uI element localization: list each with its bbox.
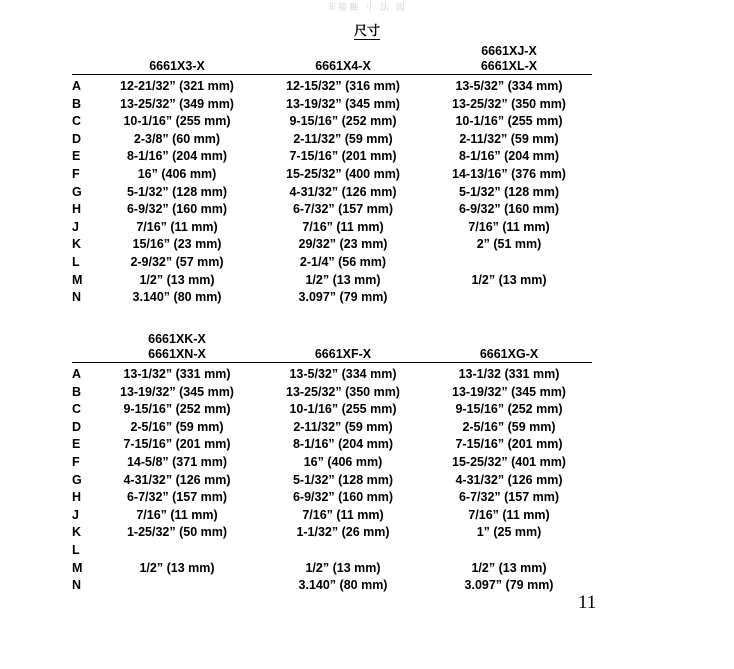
column-header-3-line-1 (426, 332, 592, 347)
row-label: G (72, 184, 82, 199)
row-value: 1/2” (13 mm) (305, 560, 381, 575)
row-label: D (72, 131, 82, 146)
row-value: 9-15/16” (252 mm) (123, 402, 231, 417)
row-label: K (72, 237, 82, 252)
row-value: 2-11/32” (59 mm) (293, 419, 393, 434)
row-value: 16” (406 mm) (137, 166, 217, 181)
row-value: 2” (51 mm) (476, 237, 542, 252)
table-row (72, 524, 592, 542)
row-value: 6-9/32” (160 mm) (292, 490, 394, 505)
row-value: 13-5/32” (334 mm) (289, 367, 397, 381)
row-label: A (72, 367, 82, 381)
row-value: 7/16” (11 mm) (136, 507, 218, 522)
row-value: 10-1/16” (255 mm) (123, 114, 231, 129)
table-row (72, 96, 592, 114)
row-value: 7/16” (11 mm) (468, 507, 550, 522)
row-value: 2-5/16” (59 mm) (462, 419, 556, 434)
row-label: N (72, 290, 82, 305)
row-label: L (72, 254, 80, 269)
row-value: 3.097” (79 mm) (298, 290, 388, 305)
row-label: N (72, 578, 82, 593)
table-header-row-bottom (72, 347, 592, 362)
table-row (72, 366, 592, 384)
dimension-table-2 (72, 332, 592, 595)
row-value: 5-1/32” (128 mm) (458, 184, 560, 199)
row-value: 5-1/32” (128 mm) (292, 472, 394, 487)
row-value: 13-19/32” (345 mm) (286, 96, 400, 111)
row-value: 13-19/32” (345 mm) (452, 384, 566, 399)
table-row (72, 507, 592, 525)
row-value: 2-9/32” (57 mm) (130, 254, 224, 269)
row-value: 3.097” (79 mm) (464, 578, 554, 593)
table-row (72, 272, 592, 290)
table-row (72, 78, 592, 96)
row-value: 13-25/32” (350 mm) (286, 384, 400, 399)
row-value (94, 542, 260, 560)
row-label: D (72, 419, 82, 434)
row-value: 2-11/32” (59 mm) (459, 131, 559, 146)
table-header-row-bottom (72, 59, 592, 74)
table-row (72, 131, 592, 149)
row-value: 15-25/32” (400 mm) (286, 166, 400, 181)
table-row (72, 454, 592, 472)
column-header-1-line-2: 6661X3-X (149, 59, 205, 73)
table-row (72, 236, 592, 254)
row-value: 7/16” (11 mm) (468, 219, 550, 234)
table-row (72, 384, 592, 402)
row-value (260, 542, 426, 560)
row-value: 12-21/32” (321 mm) (120, 79, 234, 93)
row-label: E (72, 437, 81, 452)
table-row (72, 489, 592, 507)
row-value: 8-1/16” (204 mm) (126, 149, 228, 164)
row-value: 5-1/32” (128 mm) (126, 184, 228, 199)
row-value: 10-1/16” (255 mm) (289, 402, 397, 417)
row-label: K (72, 525, 82, 540)
row-value: 1-25/32” (50 mm) (126, 525, 228, 540)
column-header-1-line-1: 6661XK-X (148, 332, 206, 346)
row-label: J (72, 219, 79, 234)
table-row (72, 219, 592, 237)
row-value: 3.140” (80 mm) (298, 578, 388, 593)
page-number: 11 (578, 592, 597, 613)
row-value: 7/16” (11 mm) (136, 219, 218, 234)
header-corner-cell (72, 44, 94, 59)
row-value: 3.140” (80 mm) (132, 290, 222, 305)
row-value: 1/2” (13 mm) (471, 560, 547, 575)
row-value: 4-31/32” (126 mm) (289, 184, 397, 199)
row-label: A (72, 79, 82, 93)
table-row (72, 560, 592, 578)
row-value: 2-11/32” (59 mm) (293, 131, 393, 146)
row-value: 4-31/32” (126 mm) (455, 472, 563, 487)
column-header-1-line-1 (94, 44, 260, 59)
row-label: F (72, 454, 80, 469)
header-corner-cell-2 (72, 59, 94, 74)
row-value: 13-5/32” (334 mm) (455, 79, 563, 93)
row-value: 6-7/32” (157 mm) (292, 202, 394, 217)
table-row (72, 184, 592, 202)
row-value: 7/16” (11 mm) (302, 219, 384, 234)
row-label: M (72, 560, 83, 575)
dimension-table-1 (72, 44, 592, 307)
row-label: C (72, 402, 82, 417)
header-corner-cell (72, 332, 94, 347)
row-value: 13-1/32 (331 mm) (458, 367, 560, 381)
row-value: 13-25/32” (350 mm) (452, 96, 566, 111)
row-label: H (72, 490, 82, 505)
table-row (72, 113, 592, 131)
row-value: 6-9/32” (160 mm) (458, 202, 560, 217)
row-label: F (72, 166, 80, 181)
row-value: 8-1/16” (204 mm) (292, 437, 394, 452)
row-value: 15/16” (23 mm) (132, 237, 222, 252)
row-value: 13-25/32” (349 mm) (120, 96, 234, 111)
row-label: L (72, 542, 80, 557)
row-value: 1/2” (13 mm) (305, 272, 381, 287)
table-row (72, 577, 592, 595)
page-title-text: 尺寸 (353, 23, 380, 38)
table-row (72, 472, 592, 490)
row-value: 15-25/32” (401 mm) (452, 454, 566, 469)
row-value: 9-15/16” (252 mm) (455, 402, 563, 417)
row-value: 2-1/4” (56 mm) (299, 254, 387, 269)
column-header-1-line-2: 6661XN-X (148, 347, 206, 361)
row-value: 1/2” (13 mm) (471, 272, 547, 287)
row-value: 6-7/32” (157 mm) (458, 490, 560, 505)
header-corner-cell-2 (72, 347, 94, 362)
table-header-row-top (72, 44, 592, 59)
row-label: C (72, 114, 82, 129)
table-row (72, 542, 592, 560)
row-value: 1/2” (13 mm) (139, 560, 215, 575)
column-header-2-line-1 (260, 332, 426, 347)
row-value: 4-31/32” (126 mm) (123, 472, 231, 487)
row-value: 2-5/16” (59 mm) (130, 419, 224, 434)
row-value: 12-15/32” (316 mm) (286, 79, 400, 93)
column-header-3-line-2: 6661XG-X (479, 347, 539, 361)
table-row (72, 201, 592, 219)
table-row (72, 436, 592, 454)
row-value: 14-13/16” (376 mm) (452, 166, 566, 181)
column-header-3-line-2: 6661XL-X (480, 59, 538, 73)
row-value: 13-1/32” (331 mm) (123, 367, 231, 381)
column-header-3-line-1: 6661XJ-X (481, 44, 537, 58)
row-value: 9-15/16” (252 mm) (289, 114, 397, 129)
row-value: 7/16” (11 mm) (302, 507, 384, 522)
row-value: 14-5/8” (371 mm) (126, 454, 228, 469)
row-value: 29/32” (23 mm) (298, 237, 388, 252)
row-value (426, 289, 592, 307)
row-label: M (72, 272, 83, 287)
table-row (72, 166, 592, 184)
table-row (72, 419, 592, 437)
row-label: B (72, 384, 82, 399)
row-value: 6-7/32” (157 mm) (126, 490, 228, 505)
row-value: 8-1/16” (204 mm) (458, 149, 560, 164)
row-value: 1” (25 mm) (476, 525, 542, 540)
header-rule (72, 362, 592, 363)
page-title (0, 20, 734, 39)
table-row (72, 401, 592, 419)
row-value: 7-15/16” (201 mm) (289, 149, 397, 164)
row-label: J (72, 507, 79, 522)
row-value: 16” (406 mm) (303, 454, 383, 469)
table-row (72, 148, 592, 166)
row-value: 1-1/32” (26 mm) (296, 525, 390, 540)
row-value (426, 254, 592, 272)
row-value (94, 577, 260, 595)
table-header-row-top (72, 332, 592, 347)
row-label: B (72, 96, 82, 111)
row-value: 10-1/16” (255 mm) (455, 114, 563, 129)
column-header-2-line-2: 6661XF-X (314, 347, 372, 361)
row-value: 7-15/16” (201 mm) (123, 437, 231, 452)
faint-page-header: 非接触 寸 法 図 (327, 2, 407, 12)
row-value: 7-15/16” (201 mm) (455, 437, 563, 452)
row-value (426, 542, 592, 560)
row-label: E (72, 149, 81, 164)
row-value: 1/2” (13 mm) (139, 272, 215, 287)
table-row (72, 289, 592, 307)
row-value: 13-19/32” (345 mm) (120, 384, 234, 399)
header-rule (72, 74, 592, 75)
column-header-2-line-1 (260, 44, 426, 59)
row-label: G (72, 472, 82, 487)
row-value: 6-9/32” (160 mm) (126, 202, 228, 217)
row-value: 2-3/8” (60 mm) (133, 131, 221, 146)
row-label: H (72, 202, 82, 217)
table-row (72, 254, 592, 272)
column-header-2-line-2: 6661X4-X (315, 59, 371, 73)
